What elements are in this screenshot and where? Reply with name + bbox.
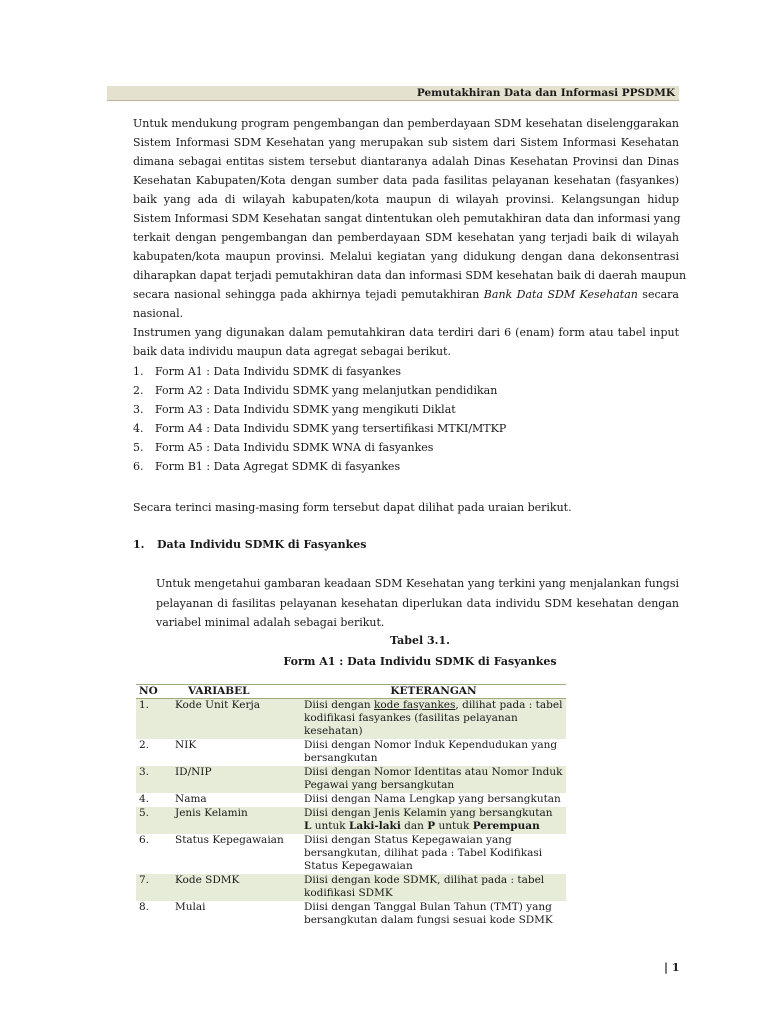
intro-line: diharapkan dapat terjadi pemutakhiran data dan informasi SDM kesehatan baik di daerah maupun: [133, 269, 687, 282]
intro-line: Sistem Informasi SDM Kesehatan yang merupakan sub sistem dari Sistem Informasi Kesehatan: [133, 136, 679, 149]
cell-variable: Mulai: [175, 901, 206, 913]
table-row: [136, 901, 566, 928]
header-variable: VARIABEL: [172, 685, 301, 699]
intro-line: Instrumen yang digunakan dalam pemutahkiran data terdiri dari 6 (enam) form atau tabel input: [133, 326, 679, 339]
list-number: 4.: [133, 422, 144, 435]
cell-variable: Kode SDMK: [172, 874, 301, 901]
header-bar: [107, 86, 679, 101]
desc-text: dan: [400, 820, 428, 832]
cell-description: Diisi dengan Nomor Identitas atau Nomor Induk Pegawai yang bersangkutan: [301, 766, 566, 793]
code-p-word: Perempuan: [472, 820, 540, 832]
cell-description: Diisi dengan Tanggal Bulan Tahun (TMT) yang bersangkutan dalam fungsi sesuai kode SDMK: [304, 901, 553, 926]
desc-text: Diisi dengan Jenis Kelamin yang bersangkutan: [304, 807, 553, 819]
table-row: [136, 739, 566, 766]
list-text: Form A1 : Data Individu SDMK di fasyankes: [155, 365, 402, 378]
list-item: [133, 419, 679, 438]
intro-line: baik data individu maupun data agregat sebagai berikut.: [133, 345, 451, 358]
list-item: [133, 438, 679, 457]
intro-text: secara: [637, 288, 679, 301]
table-row: [136, 766, 566, 793]
desc-text: untuk: [311, 820, 349, 832]
cell-no: 8.: [139, 901, 150, 913]
page-number: | 1: [664, 961, 680, 974]
list-item: [133, 381, 679, 400]
list-item: [133, 457, 679, 476]
intro-line: Kesehatan Kabupaten/Kota dengan sumber data pada fasilitas pelayanan kesehatan (fasyankes): [133, 174, 679, 187]
intro-text: secara nasional sehingga pada akhirnya tejadi pemutakhiran: [133, 288, 484, 301]
code-p: P: [427, 820, 436, 832]
section-paragraph: [156, 574, 679, 633]
list-item: [133, 400, 679, 419]
intro-line: Sistem Informasi SDM Kesehatan sangat dintentukan oleh pemutakhiran data dan informasi yang: [133, 212, 681, 225]
intro-paragraph: [133, 114, 687, 361]
cell-description: Diisi dengan Nama Lengkap yang bersangkutan: [304, 793, 561, 805]
detail-text: Secara terinci masing-masing form tersebut dapat dilihat pada uraian berikut.: [133, 501, 572, 514]
table-row: [136, 807, 566, 834]
table-row: [136, 834, 566, 874]
cell-variable: Status Kepegawaian: [175, 834, 284, 846]
intro-line: nasional.: [133, 307, 184, 320]
table-row: [136, 874, 566, 901]
form-a1-table: [136, 684, 566, 928]
intro-line: kabupaten/kota maupun provinsi. Melalui kegiatan yang didukung dengan dana dekonsentrasi: [133, 250, 679, 263]
intro-line: Untuk mendukung program pengembangan dan pemberdayaan SDM kesehatan diselenggarakan: [133, 117, 679, 130]
list-number: 6.: [133, 460, 144, 473]
list-text: Form A2 : Data Individu SDMK yang melanjutkan pendidikan: [155, 384, 498, 397]
cell-no: 3.: [136, 766, 172, 793]
detail-paragraph: [133, 498, 679, 517]
list-item: [133, 362, 679, 381]
table-row: [136, 699, 566, 740]
list-number: 1.: [133, 365, 144, 378]
desc-text: Diisi dengan: [304, 699, 374, 711]
cell-variable: Jenis Kelamin: [172, 807, 301, 834]
section-number: 1.: [133, 538, 145, 551]
list-text: Form A4 : Data Individu SDMK yang tersertifikasi MTKI/MTKP: [155, 422, 507, 435]
cell-description: [301, 807, 566, 834]
header-no: NO: [136, 685, 172, 699]
intro-line: [133, 285, 679, 304]
list-text: Form B1 : Data Agregat SDMK di fasyankes: [155, 460, 401, 473]
section-title: Data Individu SDMK di Fasyankes: [157, 538, 367, 551]
cell-description: [301, 699, 566, 740]
intro-line: baik yang ada di wilayah kabupaten/kota maupun di wilayah provinsi. Kelangsungan hidup: [133, 193, 679, 206]
code-l: L: [304, 820, 312, 832]
table-caption-number: Tabel 3.1.: [390, 634, 450, 647]
cell-description: Diisi dengan kode SDMK, dilihat pada : tabel kodifikasi SDMK: [301, 874, 566, 901]
header-description: KETERANGAN: [301, 685, 566, 699]
cell-no: 1.: [136, 699, 172, 740]
header-title: Pemutakhiran Data dan Informasi PPSDMK: [416, 87, 675, 99]
intro-line: dimana sebagai entitas sistem tersebut diantaranya adalah Dinas Kesehatan Provinsi dan Dinas: [133, 155, 679, 168]
cell-variable: Nama: [175, 793, 207, 805]
kode-fasyankes-text: kode fasyankes: [374, 699, 456, 711]
cell-no: 2.: [139, 739, 150, 751]
table-row: [136, 793, 566, 807]
desc-text: , dilihat pada : tabel kodifikasi fasyankes (fasilitas pelayanan kesehatan): [304, 699, 563, 737]
table-caption-title: Form A1 : Data Individu SDMK di Fasyankes: [283, 655, 557, 668]
intro-line: terkait dengan pengembangan dan pemberdayaan SDM kesehatan yang terjadi baik di wilayah: [133, 231, 679, 244]
bank-data-term: Bank Data SDM Kesehatan: [483, 288, 638, 301]
cell-no: 6.: [139, 834, 150, 846]
table-header-row: [136, 685, 566, 699]
section-line: pelayanan di fasilitas pelayanan kesehatan diperlukan data individu SDM kesehatan dengan: [156, 596, 679, 610]
cell-description: Diisi dengan Nomor Induk Kependudukan yang bersangkutan: [304, 739, 558, 764]
section-heading: [133, 538, 366, 551]
code-l-word: Laki-laki: [348, 820, 401, 832]
cell-description: Diisi dengan Status Kepegawaian yang bersangkutan, dilihat pada : Tabel Kodifikasi Status Kepegawaian: [304, 834, 543, 872]
list-number: 5.: [133, 441, 144, 454]
list-number: 2.: [133, 384, 144, 397]
gender-codes: [304, 820, 563, 833]
cell-variable: Kode Unit Kerja: [172, 699, 301, 740]
section-line: Untuk mengetahui gambaran keadaan SDM Kesehatan yang terkini yang menjalankan fungsi: [156, 577, 679, 590]
cell-no: 7.: [136, 874, 172, 901]
section-line: variabel minimal adalah sebagai berikut.: [156, 616, 385, 629]
cell-no: 4.: [139, 793, 150, 805]
list-text: Form A5 : Data Individu SDMK WNA di fasyankes: [155, 441, 434, 454]
cell-no: 5.: [136, 807, 172, 834]
forms-list: [133, 362, 679, 476]
list-number: 3.: [133, 403, 144, 416]
cell-variable: NIK: [175, 739, 197, 751]
list-text: Form A3 : Data Individu SDMK yang mengikuti Diklat: [155, 403, 456, 416]
desc-text: untuk: [435, 820, 473, 832]
cell-variable: ID/NIP: [172, 766, 301, 793]
